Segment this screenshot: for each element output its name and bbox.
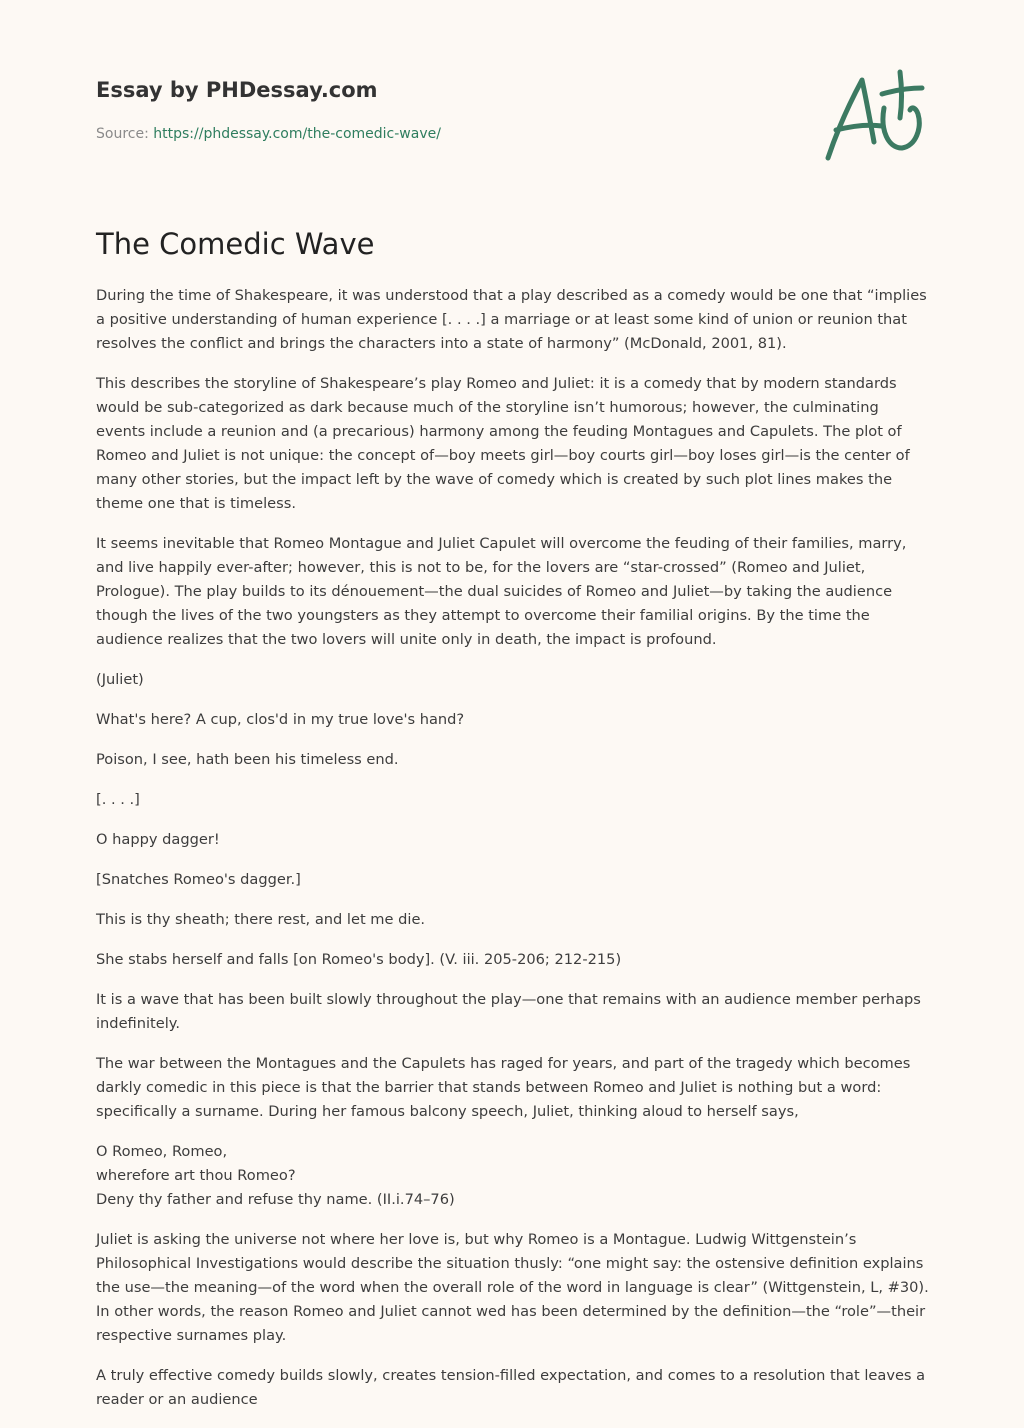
article-body: [96, 284, 932, 1428]
paragraph: [. . . .]: [96, 791, 140, 808]
paragraph: Poison, I see, hath been his timeless end.: [96, 751, 399, 768]
quote-line: wherefore art thou Romeo?: [96, 1167, 296, 1184]
a-plus-logo-icon: [822, 68, 926, 164]
page-header: [96, 76, 696, 144]
site-title: Essay by PHDessay.com: [96, 78, 378, 102]
source-line: [96, 124, 696, 144]
paragraph: Juliet is asking the universe not where her love is, but why Romeo is a Montague. Ludwig Wittgenstein’s Philosophical Investigations would describe the situation thusly: “one might say: the ostensive definition explains the use—the meaning—of the word when the overall role of the word in language is clear” (Wittgenstein, L, #30). In other words, the reason Romeo and Juliet cannot wed has been determined by the definition—the “role”—their respective surnames play.: [96, 1231, 929, 1344]
paragraph: She stabs herself and falls [on Romeo's body]. (V. iii. 205-206; 212-215): [96, 951, 622, 968]
paragraph: This is thy sheath; there rest, and let me die.: [96, 911, 426, 928]
quote-line: O Romeo, Romeo,: [96, 1143, 228, 1160]
paragraph: (Juliet): [96, 671, 144, 688]
quote-line: Deny thy father and refuse thy name. (II.i.74–76): [96, 1191, 455, 1208]
paragraph: [Snatches Romeo's dagger.]: [96, 871, 301, 888]
paragraph: This describes the storyline of Shakespeare’s play Romeo and Juliet: it is a comedy that by modern standards would be sub-categorized as dark because much of the storyline isn’t humorous; however, the culminating events include a reunion and (a precarious) harmony among the feuding Montagues and Capulets. The plot of Romeo and Juliet is not unique: the concept of—boy meets girl—boy courts girl—boy loses girl—is the center of many other stories, but the impact left by the wave of comedy which is created by such plot lines makes the theme one that is timeless.: [96, 375, 910, 512]
paragraph: It seems inevitable that Romeo Montague and Juliet Capulet will overcome the feuding of their families, marry, and live happily ever-after; however, this is not to be, for the lovers are “star-crossed” (Romeo and Juliet, Prologue). The play builds to its dénouement—the dual suicides of Romeo and Juliet—by taking the audience though the lives of the two youngsters as they attempt to overcome their familial origins. By the time the audience realizes that the two lovers will unite only in death, the impact is profound.: [96, 535, 907, 648]
paragraph: What's here? A cup, clos'd in my true love's hand?: [96, 711, 465, 728]
source-link[interactable]: https://phdessay.com/the-comedic-wave/: [153, 126, 441, 142]
quote-block: [96, 1140, 932, 1212]
paragraph: During the time of Shakespeare, it was understood that a play described as a comedy would be one that “implies a positive understanding of human experience [. . . .] a marriage or at least some kind of union or reunion that resolves the conflict and brings the characters into a state of harmony” (McDonald, 2001, 81).: [96, 287, 927, 352]
source-label: Source:: [96, 126, 154, 142]
paragraph: A truly effective comedy builds slowly, creates tension-filled expectation, and comes to a resolution that leaves a reader or an audience: [96, 1367, 926, 1408]
paragraph: It is a wave that has been built slowly throughout the play—one that remains with an audience member perhaps indefinitely.: [96, 991, 921, 1032]
paragraph: O happy dagger!: [96, 831, 220, 848]
article-title: The Comedic Wave: [96, 227, 375, 261]
paragraph: The war between the Montagues and the Capulets has raged for years, and part of the tragedy which becomes darkly comedic in this piece is that the barrier that stands between Romeo and Juliet is nothing but a word: specifically a surname. During her famous balcony speech, Juliet, thinking aloud to herself says,: [96, 1055, 911, 1120]
